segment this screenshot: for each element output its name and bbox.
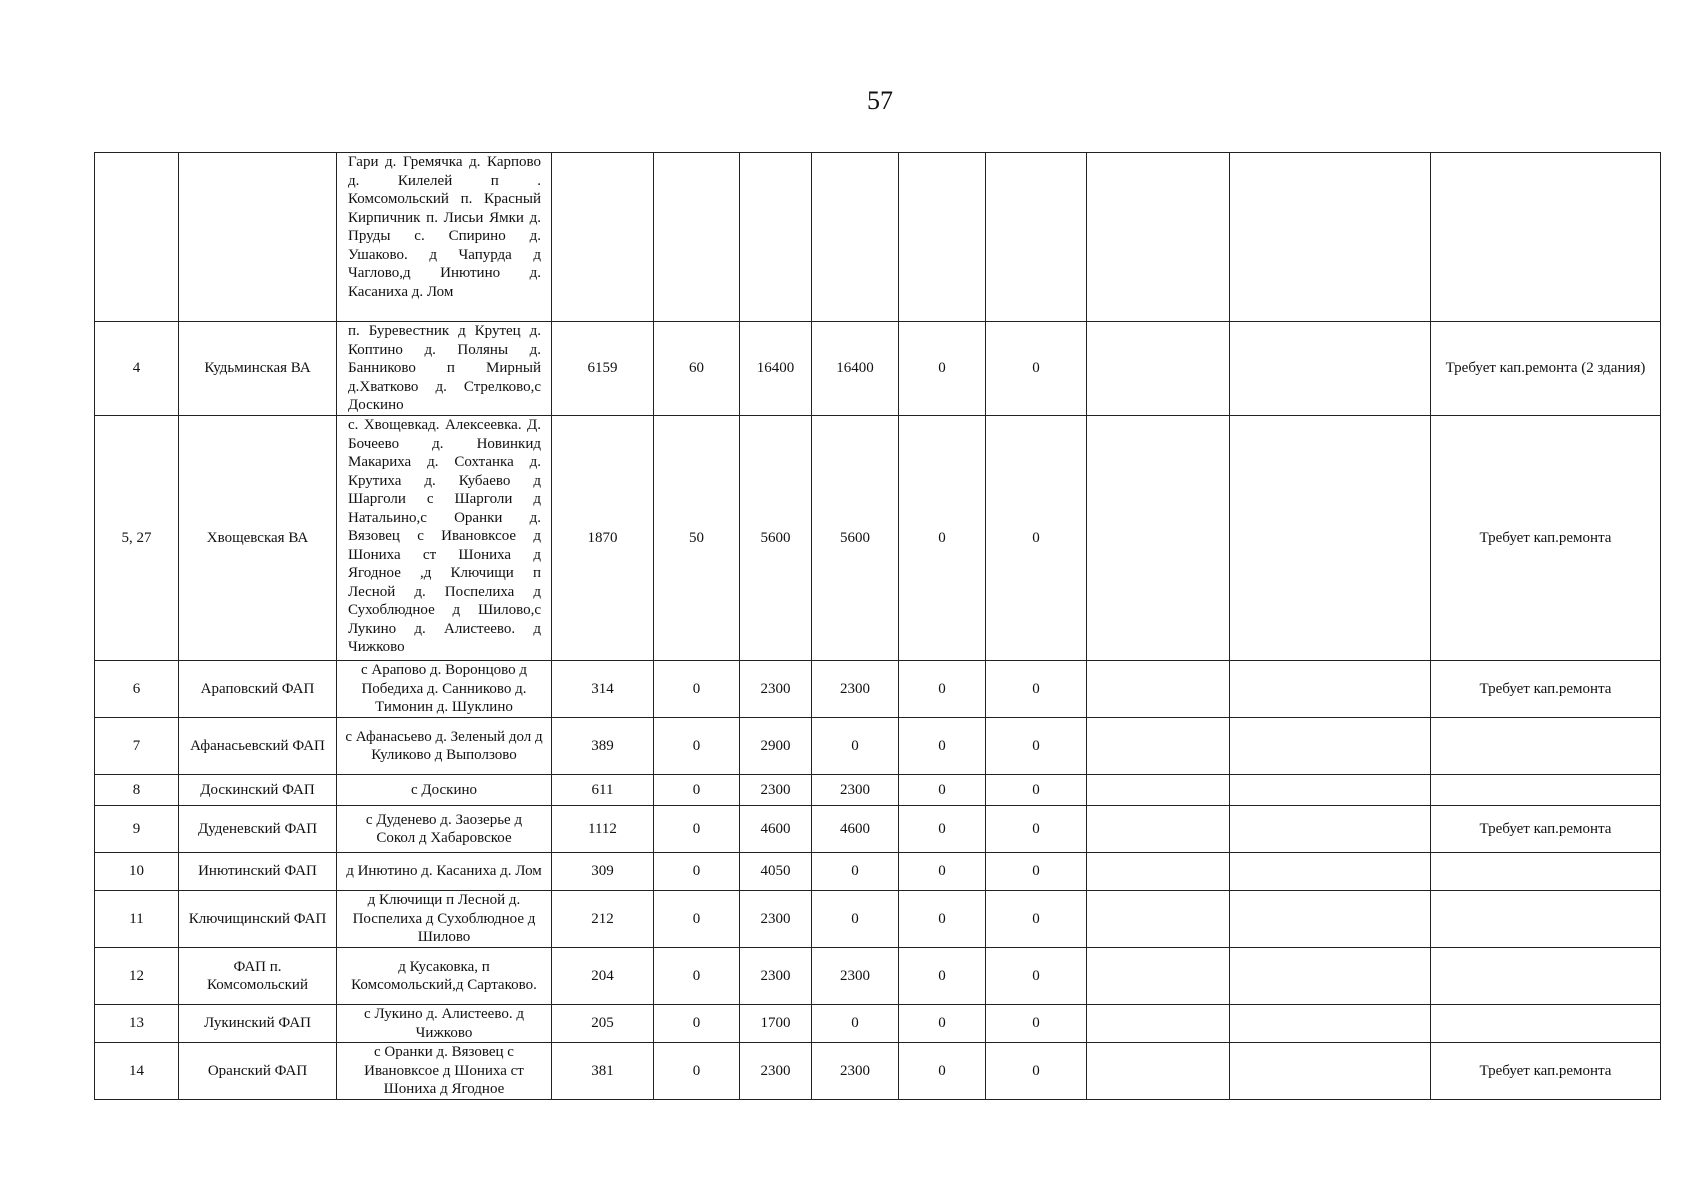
note-cell	[1431, 1005, 1661, 1043]
column-6-cell: 2300	[740, 1043, 812, 1100]
column-9-cell: 0	[986, 661, 1087, 718]
column-8-cell: 0	[899, 661, 986, 718]
villages-cell: с Афанасьево д. Зеленый дол д Куликово д Выползово	[337, 718, 552, 775]
villages-cell: с Арапово д. Воронцово д Победиха д. Санниково д. Тимонин д. Шуклино	[337, 661, 552, 718]
row-number-cell: 11	[95, 891, 179, 948]
column-8-cell: 0	[899, 806, 986, 853]
column-5-cell: 0	[654, 891, 740, 948]
column-9-cell: 0	[986, 948, 1087, 1005]
column-10-cell	[1087, 1043, 1230, 1100]
population-cell: 611	[552, 775, 654, 806]
column-8-cell: 0	[899, 1005, 986, 1043]
column-10-cell	[1087, 153, 1230, 322]
column-6-cell: 2300	[740, 948, 812, 1005]
column-5-cell: 0	[654, 718, 740, 775]
facility-name-cell: Кудьминская ВА	[179, 322, 337, 416]
column-7-cell: 5600	[812, 416, 899, 661]
population-cell: 309	[552, 853, 654, 891]
column-11-cell	[1230, 891, 1431, 948]
column-10-cell	[1087, 416, 1230, 661]
table-row	[95, 661, 1661, 718]
table-row	[95, 853, 1661, 891]
population-cell	[552, 153, 654, 322]
facilities-table	[94, 152, 1661, 1100]
column-7-cell: 2300	[812, 775, 899, 806]
table-row	[95, 322, 1661, 416]
population-cell: 204	[552, 948, 654, 1005]
column-6-cell: 1700	[740, 1005, 812, 1043]
row-number-cell: 6	[95, 661, 179, 718]
population-cell: 1870	[552, 416, 654, 661]
facility-name-cell: Доскинский ФАП	[179, 775, 337, 806]
column-5-cell: 0	[654, 775, 740, 806]
row-number-cell: 4	[95, 322, 179, 416]
page-number: 57	[867, 86, 893, 115]
population-cell: 389	[552, 718, 654, 775]
row-number-cell: 14	[95, 1043, 179, 1100]
column-9-cell: 0	[986, 416, 1087, 661]
facility-name-cell: Ключищинский ФАП	[179, 891, 337, 948]
facility-name-cell: Хвощевская ВА	[179, 416, 337, 661]
column-6-cell: 2900	[740, 718, 812, 775]
villages-cell: п. Буревестник д Крутец д. Коптино д. Поляны д. Банниково п Мирный д.Хватково д. Стрелково,с Доскино	[337, 322, 552, 416]
column-11-cell	[1230, 1005, 1431, 1043]
facility-name-cell: Дуденевский ФАП	[179, 806, 337, 853]
column-5-cell: 0	[654, 806, 740, 853]
column-7-cell: 0	[812, 1005, 899, 1043]
row-number-cell: 9	[95, 806, 179, 853]
column-10-cell	[1087, 322, 1230, 416]
column-8-cell: 0	[899, 322, 986, 416]
column-6-cell: 16400	[740, 322, 812, 416]
note-cell	[1431, 853, 1661, 891]
column-7-cell: 16400	[812, 322, 899, 416]
column-8-cell	[899, 153, 986, 322]
villages-cell: с Дуденево д. Заозерье д Сокол д Хабаровское	[337, 806, 552, 853]
note-cell: Требует кап.ремонта	[1431, 661, 1661, 718]
column-7-cell: 2300	[812, 1043, 899, 1100]
column-11-cell	[1230, 322, 1431, 416]
row-number-cell: 13	[95, 1005, 179, 1043]
row-number-cell: 12	[95, 948, 179, 1005]
column-9-cell: 0	[986, 1005, 1087, 1043]
villages-cell: Гари д. Гремячка д. Карпово д. Килелей п . Комсомольский п. Красный Кирпичник п. Лисьи Ямки д. Пруды с. Спирино д. Ушаково. д Чапурда д Чаглово,д Инютино д. Касаниха д. Лом	[337, 153, 552, 322]
note-cell: Требует кап.ремонта	[1431, 806, 1661, 853]
column-10-cell	[1087, 661, 1230, 718]
facility-name-cell: Инютинский ФАП	[179, 853, 337, 891]
column-11-cell	[1230, 853, 1431, 891]
row-number-cell: 7	[95, 718, 179, 775]
column-6-cell: 2300	[740, 661, 812, 718]
note-cell	[1431, 153, 1661, 322]
population-cell: 314	[552, 661, 654, 718]
column-5-cell	[654, 153, 740, 322]
facility-name-cell: ФАП п. Комсомольский	[179, 948, 337, 1005]
column-9-cell: 0	[986, 718, 1087, 775]
column-9-cell: 0	[986, 775, 1087, 806]
facility-name-cell: Лукинский ФАП	[179, 1005, 337, 1043]
column-11-cell	[1230, 1043, 1431, 1100]
note-cell	[1431, 948, 1661, 1005]
column-7-cell: 0	[812, 853, 899, 891]
column-7-cell: 0	[812, 891, 899, 948]
column-6-cell: 2300	[740, 775, 812, 806]
column-7-cell: 4600	[812, 806, 899, 853]
column-5-cell: 0	[654, 1005, 740, 1043]
column-6-cell: 2300	[740, 891, 812, 948]
note-cell: Требует кап.ремонта	[1431, 416, 1661, 661]
note-cell: Требует кап.ремонта (2 здания)	[1431, 322, 1661, 416]
column-6-cell: 4050	[740, 853, 812, 891]
villages-cell: д Инютино д. Касаниха д. Лом	[337, 853, 552, 891]
villages-cell: д Ключищи п Лесной д. Поспелиха д Сухоблюдное д Шилово	[337, 891, 552, 948]
column-10-cell	[1087, 853, 1230, 891]
column-11-cell	[1230, 718, 1431, 775]
population-cell: 6159	[552, 322, 654, 416]
facility-name-cell	[179, 153, 337, 322]
column-7-cell	[812, 153, 899, 322]
note-cell	[1431, 718, 1661, 775]
table-row	[95, 1043, 1661, 1100]
table-body	[95, 153, 1661, 1100]
column-7-cell: 2300	[812, 948, 899, 1005]
column-8-cell: 0	[899, 718, 986, 775]
population-cell: 205	[552, 1005, 654, 1043]
column-9-cell	[986, 153, 1087, 322]
column-11-cell	[1230, 153, 1431, 322]
population-cell: 381	[552, 1043, 654, 1100]
column-11-cell	[1230, 775, 1431, 806]
villages-cell: д Кусаковка, п Комсомольский,д Сартаково.	[337, 948, 552, 1005]
villages-cell: с Оранки д. Вязовец с Ивановксое д Шониха ст Шониха д Ягодное	[337, 1043, 552, 1100]
row-number-cell: 10	[95, 853, 179, 891]
column-10-cell	[1087, 775, 1230, 806]
column-7-cell: 0	[812, 718, 899, 775]
column-5-cell: 0	[654, 853, 740, 891]
table-row	[95, 775, 1661, 806]
column-11-cell	[1230, 416, 1431, 661]
column-7-cell: 2300	[812, 661, 899, 718]
column-5-cell: 60	[654, 322, 740, 416]
column-9-cell: 0	[986, 806, 1087, 853]
note-cell: Требует кап.ремонта	[1431, 1043, 1661, 1100]
villages-cell: с. Хвощевкад. Алексеевка. Д. Бочеево д. Новинкид Макариха д. Сохтанка д. Крутиха д. Кубаево д Шарголи с Шарголи д Натальино,с Оранки д. Вязовец с Ивановксое д Шониха ст Шониха д Ягодное ,д Ключищи п Лесной д. Поспелиха д Сухоблюдное д Шилово,с Лукино д. Алистеево. д Чижково	[337, 416, 552, 661]
villages-cell: с Доскино	[337, 775, 552, 806]
column-10-cell	[1087, 806, 1230, 853]
column-11-cell	[1230, 806, 1431, 853]
column-9-cell: 0	[986, 322, 1087, 416]
facility-name-cell: Араповский ФАП	[179, 661, 337, 718]
note-cell	[1431, 775, 1661, 806]
column-6-cell: 5600	[740, 416, 812, 661]
table-row	[95, 948, 1661, 1005]
row-number-cell: 5, 27	[95, 416, 179, 661]
table-row	[95, 806, 1661, 853]
note-cell	[1431, 891, 1661, 948]
column-11-cell	[1230, 948, 1431, 1005]
population-cell: 1112	[552, 806, 654, 853]
table-row	[95, 1005, 1661, 1043]
table-row	[95, 416, 1661, 661]
column-8-cell: 0	[899, 891, 986, 948]
facility-name-cell: Оранский ФАП	[179, 1043, 337, 1100]
table-row	[95, 153, 1661, 322]
column-10-cell	[1087, 1005, 1230, 1043]
column-5-cell: 0	[654, 1043, 740, 1100]
column-5-cell: 0	[654, 948, 740, 1005]
column-9-cell: 0	[986, 1043, 1087, 1100]
column-11-cell	[1230, 661, 1431, 718]
table-row	[95, 891, 1661, 948]
column-9-cell: 0	[986, 853, 1087, 891]
facility-name-cell: Афанасьевский ФАП	[179, 718, 337, 775]
row-number-cell: 8	[95, 775, 179, 806]
row-number-cell	[95, 153, 179, 322]
column-8-cell: 0	[899, 775, 986, 806]
column-10-cell	[1087, 891, 1230, 948]
villages-cell: с Лукино д. Алистеево. д Чижково	[337, 1005, 552, 1043]
column-8-cell: 0	[899, 948, 986, 1005]
column-9-cell: 0	[986, 891, 1087, 948]
column-10-cell	[1087, 948, 1230, 1005]
column-6-cell: 4600	[740, 806, 812, 853]
column-5-cell: 0	[654, 661, 740, 718]
column-5-cell: 50	[654, 416, 740, 661]
column-8-cell: 0	[899, 416, 986, 661]
population-cell: 212	[552, 891, 654, 948]
column-6-cell	[740, 153, 812, 322]
column-8-cell: 0	[899, 853, 986, 891]
column-8-cell: 0	[899, 1043, 986, 1100]
column-10-cell	[1087, 718, 1230, 775]
table-row	[95, 718, 1661, 775]
